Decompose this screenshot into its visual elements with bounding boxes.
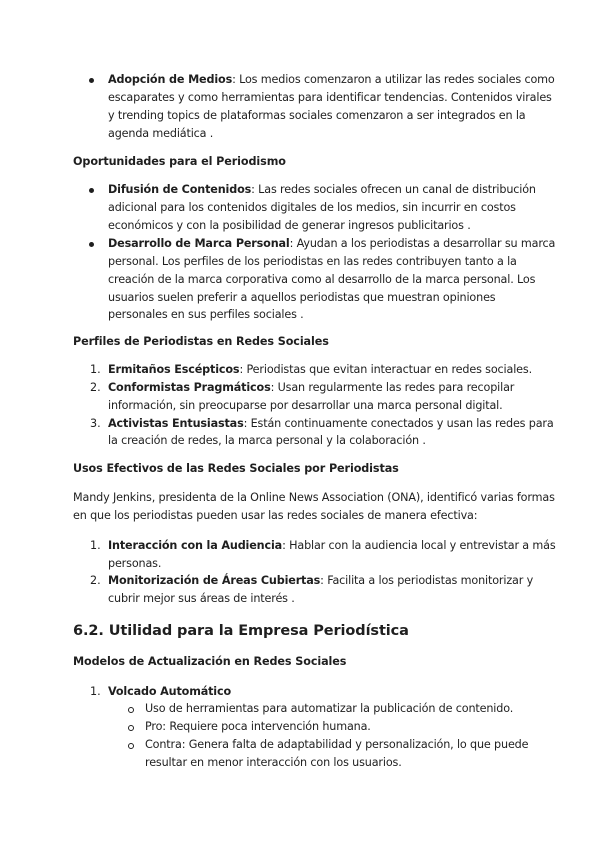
list-item-line: Conformistas Pragmáticos: Usan regularmente las redes para recopilar [108, 381, 515, 394]
paragraph-line: en que los periodistas pueden usar las redes sociales de manera efectiva: [73, 509, 478, 522]
list-number: 1. [90, 363, 101, 376]
list-item-line: y trending topics de plataformas sociales comenzaron a ser integrados en la [108, 109, 526, 122]
list-item-term: Activistas Entusiastas [108, 417, 244, 430]
list-item-line: Monitorización de Áreas Cubiertas: Facilita a los periodistas monitorizar y [108, 574, 534, 587]
list-item-term: Interacción con la Audiencia [108, 539, 283, 552]
list-item-term: Ermitaños Escépticos [108, 363, 240, 376]
list-item-line: agenda mediática . [108, 127, 214, 140]
list-number: 1. [90, 539, 101, 552]
list-item-line: información, sin preocuparse por desarrollar una marca personal digital. [108, 399, 503, 412]
section-heading: Usos Efectivos de las Redes Sociales por Periodistas [73, 462, 399, 475]
list-item-term: Adopción de Medios [108, 73, 233, 86]
bullet-dot [89, 78, 94, 83]
list-item-line: Activistas Entusiastas: Están continuamente conectados y usan las redes para [108, 417, 554, 430]
list-item-line: Adopción de Medios: Los medios comenzaron a utilizar las redes sociales como [108, 73, 555, 86]
list-number: 2. [90, 381, 101, 394]
list-item-term: Desarrollo de Marca Personal [108, 237, 290, 250]
list-item-line: usuarios suelen preferir a aquellos periodistas que muestran opiniones [108, 291, 496, 304]
sub-list-item-line: Pro: Requiere poca intervención humana. [145, 720, 371, 733]
list-number: 1. [90, 685, 101, 698]
list-item-line: personales en sus perfiles sociales . [108, 308, 304, 321]
section-heading: Perfiles de Periodistas en Redes Sociales [73, 335, 329, 348]
list-item-line: Difusión de Contenidos: Las redes sociales ofrecen un canal de distribución [108, 183, 536, 196]
list-item-term: Difusión de Contenidos [108, 183, 252, 196]
list-item-line: cubrir mejor sus áreas de interés . [108, 592, 295, 605]
list-item-line: la creación de redes, la marca personal y la colaboración . [108, 434, 426, 447]
sub-list-item-line: resultar en menor interacción con los usuarios. [145, 756, 402, 769]
list-number: 3. [90, 417, 101, 430]
paragraph-line: Mandy Jenkins, presidenta de la Online News Association (ONA), identificó varias formas [73, 491, 555, 504]
list-item-term: Volcado Automático [108, 685, 232, 698]
bullet-dot [89, 188, 94, 193]
sub-list-item-line: Uso de herramientas para automatizar la publicación de contenido. [145, 702, 514, 715]
section-title: 6.2. Utilidad para la Empresa Periodística [73, 623, 409, 639]
list-item-line: Ermitaños Escépticos: Periodistas que evitan interactuar en redes sociales. [108, 363, 532, 376]
section-heading: Modelos de Actualización en Redes Sociales [73, 655, 347, 668]
list-number: 2. [90, 574, 101, 587]
list-item-line: Desarrollo de Marca Personal: Ayudan a los periodistas a desarrollar su marca [108, 237, 556, 250]
list-item-line: Interacción con la Audiencia: Hablar con la audiencia local y entrevistar a más [108, 539, 556, 552]
sub-bullet-circle [128, 707, 134, 713]
bullet-dot [89, 242, 94, 247]
list-item-line: adicional para los contenidos digitales de los medios, sin incurrir en costos [108, 201, 516, 214]
list-item-line: escaparates y como herramientas para identificar tendencias. Contenidos virales [108, 91, 552, 104]
list-item-term: Conformistas Pragmáticos [108, 381, 271, 394]
sub-bullet-circle [128, 743, 134, 749]
list-item-line: personas. [108, 557, 162, 570]
section-heading: Oportunidades para el Periodismo [73, 155, 286, 168]
sub-bullet-circle [128, 725, 134, 731]
sub-list-item-line: Contra: Genera falta de adaptabilidad y personalización, lo que puede [145, 738, 529, 751]
list-item-line: creación de la marca corporativa como al desarrollo de la marca personal. Los [108, 273, 536, 286]
list-item-line: personal. Los perfiles de los periodistas en las redes contribuyen tanto a la [108, 255, 517, 268]
list-item-term: Monitorización de Áreas Cubiertas [108, 574, 321, 587]
list-item-line: económicos y con la posibilidad de generar ingresos publicitarios . [108, 219, 471, 232]
